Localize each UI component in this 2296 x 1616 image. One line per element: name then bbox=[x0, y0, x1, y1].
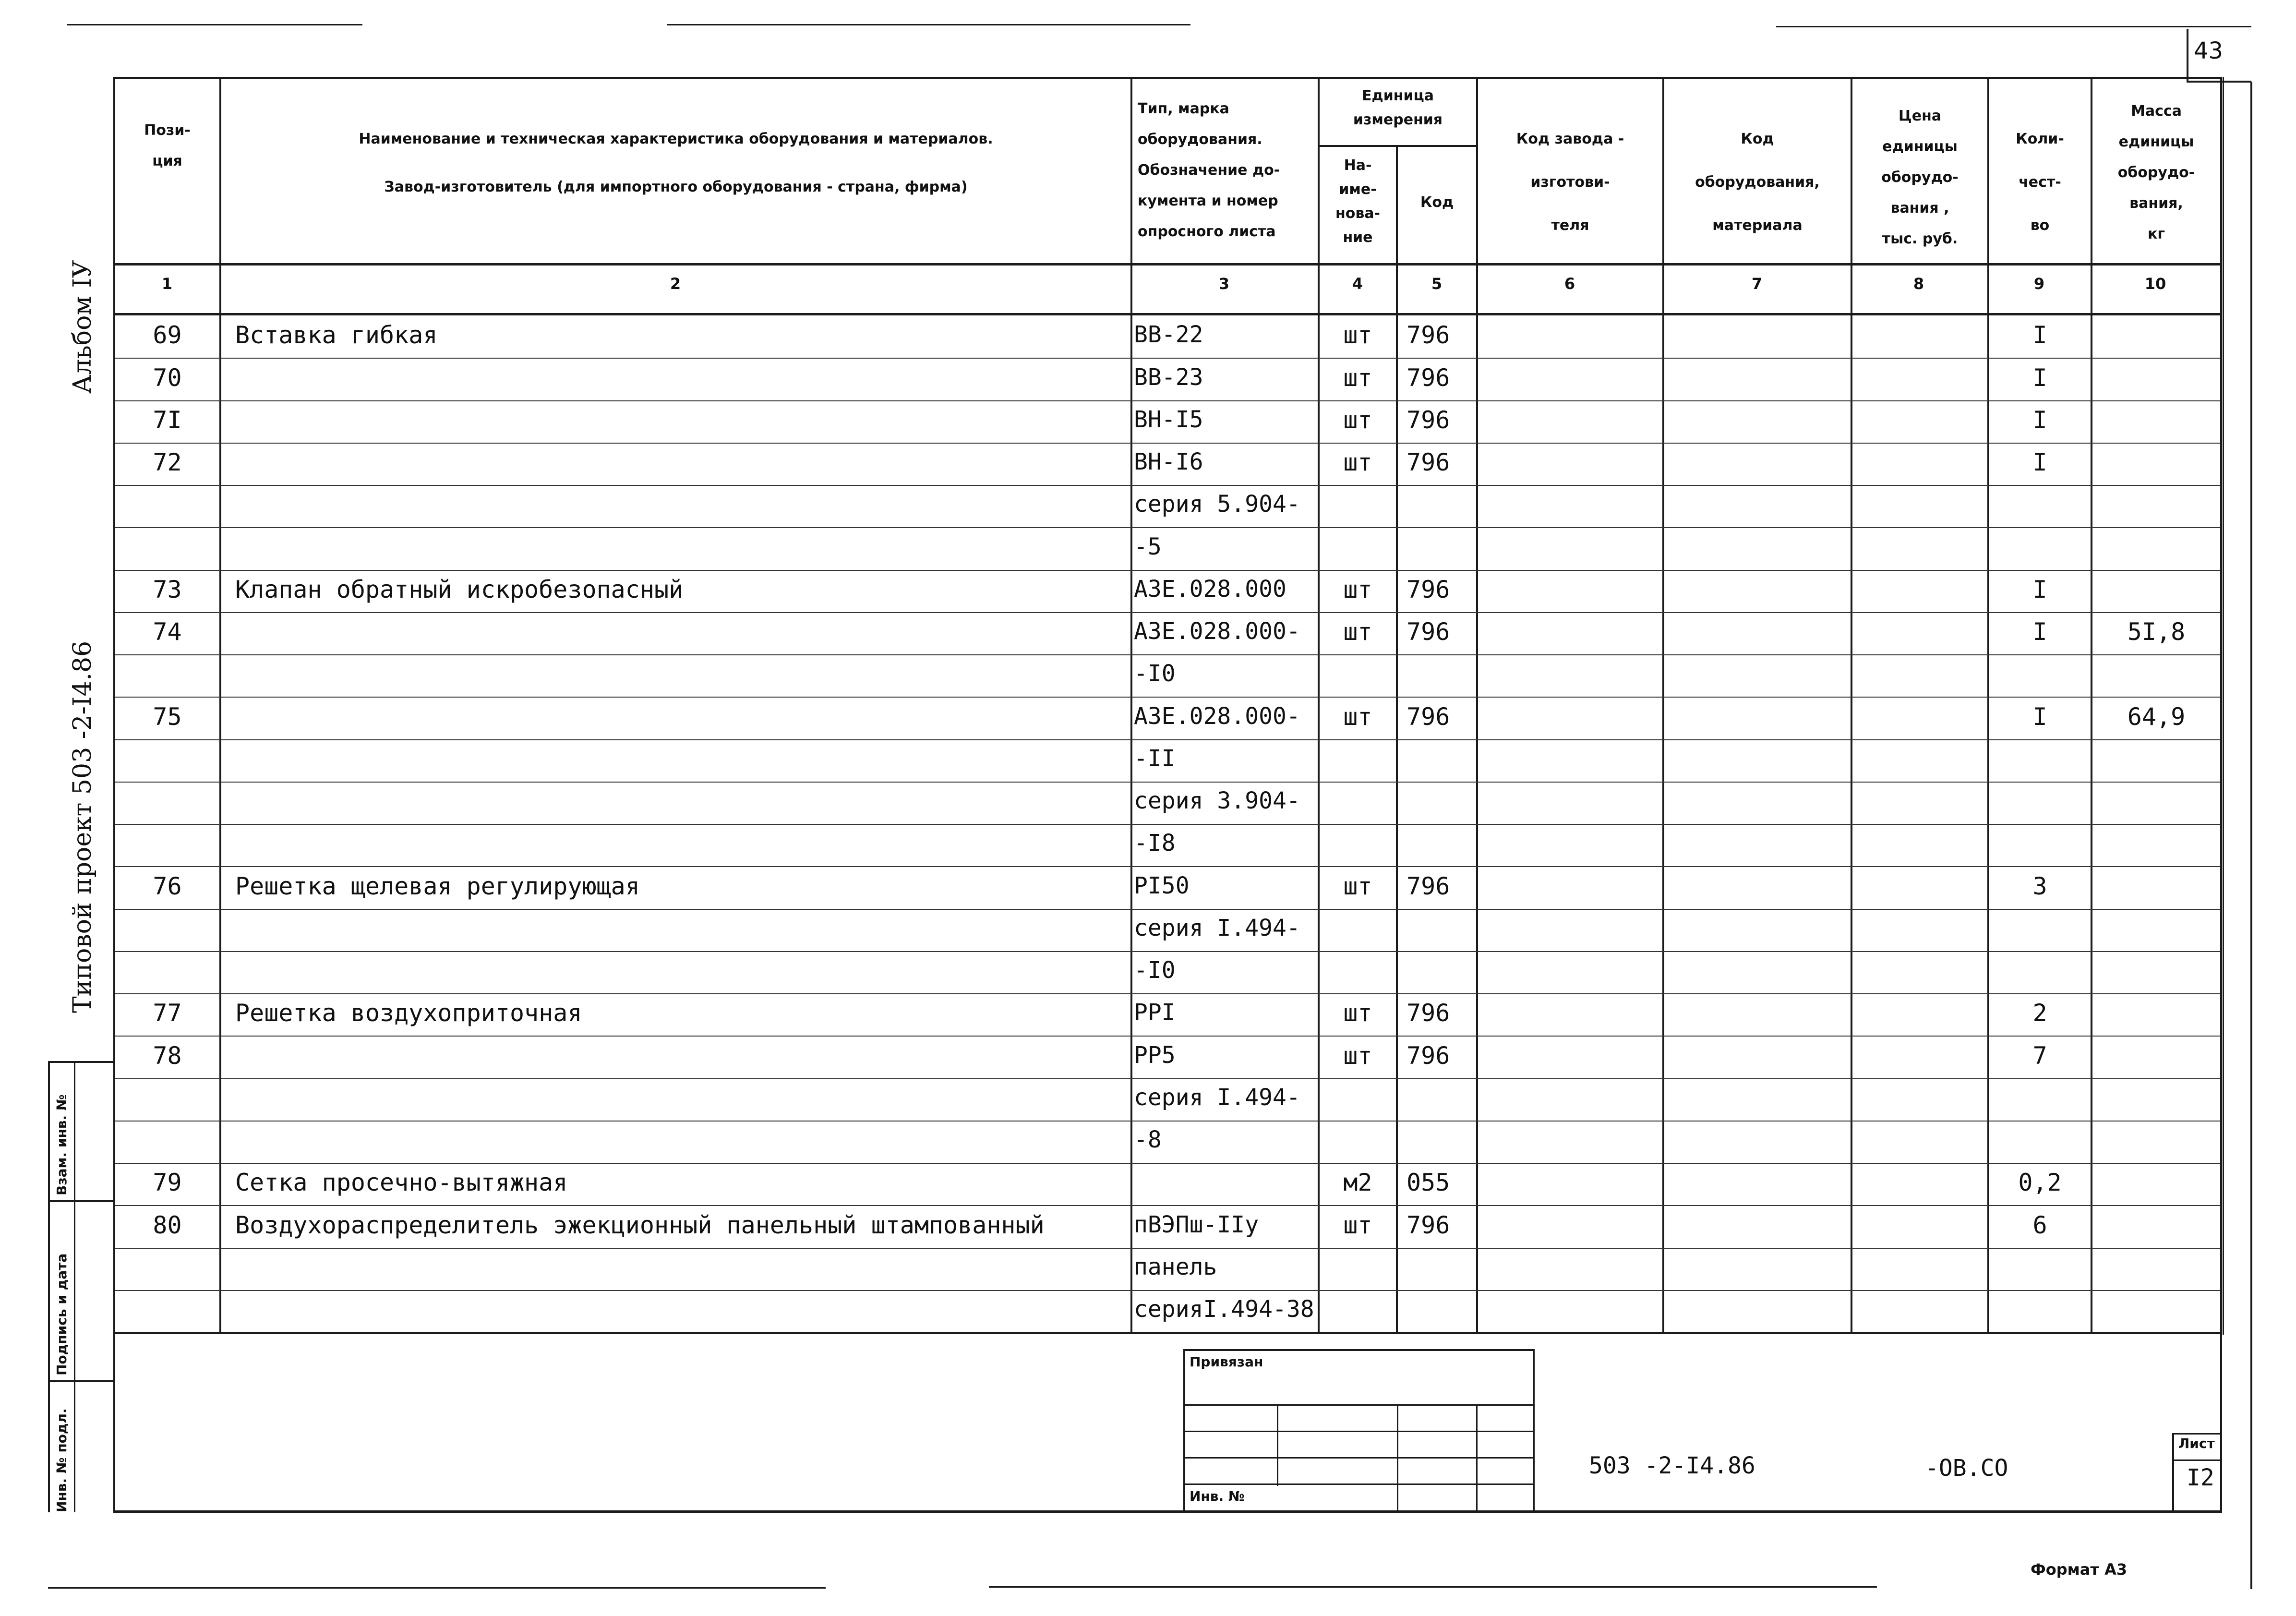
row-type-cell: серия 3.904- bbox=[1134, 787, 1300, 815]
row-qty-cell: I bbox=[2032, 618, 2047, 646]
column-number: 6 bbox=[1564, 275, 1575, 293]
row-pos-cell: 76 bbox=[153, 872, 182, 900]
row-pos-cell: 7I bbox=[153, 406, 182, 434]
row-name-cell: Воздухораспределитель эжекционный панельный штампованный bbox=[235, 1211, 1045, 1239]
row-type-cell: -8 bbox=[1134, 1126, 1162, 1154]
row-unit-cell: шт bbox=[1343, 702, 1372, 731]
row-qty-cell: I bbox=[2032, 575, 2047, 603]
table-bottom-line bbox=[113, 1332, 2222, 1334]
header-type: Тип, марка оборудования. Обозначение до- кумента и номер опросного листа bbox=[1138, 100, 1280, 240]
doc-mark: -ОВ.СО bbox=[1925, 1455, 2008, 1482]
frame-top bbox=[113, 77, 2222, 79]
row-type-cell: АЗЕ.028.000 bbox=[1134, 575, 1286, 603]
row-code-cell: 796 bbox=[1406, 702, 1450, 731]
row-code-cell: 796 bbox=[1406, 1211, 1450, 1239]
row-type-cell: АЗЕ.028.000- bbox=[1134, 702, 1300, 730]
row-type-cell: ВВ-23 bbox=[1134, 363, 1203, 391]
row-mass-cell: 64,9 bbox=[2127, 702, 2186, 731]
row-pos-cell: 69 bbox=[153, 321, 182, 350]
row-pos-cell: 74 bbox=[153, 618, 182, 646]
row-code-cell: 796 bbox=[1406, 618, 1450, 646]
row-type-cell: пВЭПш-IIу bbox=[1134, 1211, 1259, 1238]
row-unit-cell: шт bbox=[1343, 406, 1372, 434]
row-code-cell: 796 bbox=[1406, 406, 1450, 434]
row-unit-cell: шт bbox=[1343, 321, 1372, 350]
frame-left bbox=[113, 77, 115, 1512]
doc-code: 503 -2-I4.86 bbox=[1589, 1452, 1755, 1479]
row-unit-cell: шт bbox=[1343, 872, 1372, 900]
column-number: 7 bbox=[1751, 275, 1763, 293]
header-unit: Единица измерения bbox=[1353, 87, 1443, 128]
row-pos-cell: 80 bbox=[153, 1211, 182, 1239]
frame-bottom bbox=[113, 1510, 2222, 1513]
row-type-cell: серия 5.904- bbox=[1134, 491, 1300, 518]
project-label: Типовой проект 503 -2-I4.86 bbox=[68, 640, 97, 1013]
row-code-cell: 796 bbox=[1406, 448, 1450, 477]
column-number: 8 bbox=[1913, 275, 1924, 293]
row-unit-cell: шт bbox=[1343, 1041, 1372, 1070]
row-unit-cell: шт bbox=[1343, 999, 1372, 1027]
header-price: Цена единицы оборудо- вания , тыс. руб. bbox=[1881, 108, 1959, 247]
column-number: 4 bbox=[1352, 275, 1363, 293]
row-type-cell: серияI.494-38 bbox=[1134, 1296, 1314, 1323]
row-code-cell: 796 bbox=[1406, 321, 1450, 350]
row-unit-cell: шт bbox=[1343, 1211, 1372, 1239]
row-name-cell: Сетка просечно-вытяжная bbox=[235, 1169, 568, 1197]
row-type-cell: -I8 bbox=[1134, 830, 1176, 857]
sheet-label: Лист bbox=[2178, 1435, 2215, 1451]
column-number: 3 bbox=[1218, 275, 1230, 293]
row-type-cell: АЗЕ.028.000- bbox=[1134, 618, 1300, 645]
stamp-label-inv-no: Инв. № подл. bbox=[54, 1408, 70, 1512]
header-equipment-code: Код оборудования, материала bbox=[1695, 131, 1820, 234]
column-number: 9 bbox=[2033, 275, 2045, 293]
row-type-cell: -I0 bbox=[1134, 957, 1176, 984]
header-mass: Масса единицы оборудо- вания, кг bbox=[2117, 103, 2195, 242]
attached-label: Привязан bbox=[1190, 1354, 1263, 1370]
row-type-cell: ВВ-22 bbox=[1134, 321, 1203, 349]
row-type-cell: PP5 bbox=[1134, 1041, 1176, 1069]
column-number: 5 bbox=[1431, 275, 1443, 293]
row-qty-cell: 2 bbox=[2032, 999, 2047, 1027]
row-pos-cell: 72 bbox=[153, 448, 182, 477]
scan-line bbox=[989, 1586, 1877, 1588]
row-qty-cell: I bbox=[2032, 448, 2047, 477]
header-position: Пози- ция bbox=[144, 122, 191, 169]
row-type-cell: панель bbox=[1134, 1253, 1217, 1280]
row-type-cell: -I0 bbox=[1134, 660, 1176, 687]
row-pos-cell: 75 bbox=[153, 702, 182, 731]
row-type-cell: серия I.494- bbox=[1134, 1084, 1300, 1111]
sheet-number: I2 bbox=[2187, 1464, 2214, 1491]
page-number: 43 bbox=[2194, 37, 2224, 64]
row-code-cell: 796 bbox=[1406, 363, 1450, 392]
column-number: 1 bbox=[161, 275, 173, 293]
row-type-cell: -II bbox=[1134, 745, 1176, 772]
scan-line bbox=[1776, 26, 2251, 27]
header-quantity: Коли- чест- во bbox=[2016, 131, 2064, 234]
header-unit-code: Код bbox=[1420, 194, 1454, 211]
frame-right bbox=[2220, 77, 2222, 1512]
column-number: 2 bbox=[670, 275, 681, 293]
row-unit-cell: шт bbox=[1343, 618, 1372, 646]
row-name-cell: Решетка воздухоприточная bbox=[235, 999, 582, 1027]
scan-line bbox=[2250, 82, 2252, 1589]
row-code-cell: 796 bbox=[1406, 1041, 1450, 1070]
row-qty-cell: 6 bbox=[2032, 1211, 2047, 1239]
stamp-label-replace-inv: Взам. инв. № bbox=[54, 1094, 70, 1195]
scan-line bbox=[48, 1587, 826, 1589]
scan-line bbox=[667, 24, 1190, 25]
row-type-cell: серия I.494- bbox=[1134, 914, 1300, 941]
row-pos-cell: 78 bbox=[153, 1041, 182, 1070]
row-pos-cell: 73 bbox=[153, 575, 182, 603]
row-qty-cell: I bbox=[2032, 702, 2047, 731]
header-factory-code: Код завода - изготови- теля bbox=[1516, 131, 1624, 234]
row-name-cell: Клапан обратный искробезопасный bbox=[235, 575, 684, 603]
row-pos-cell: 77 bbox=[153, 999, 182, 1027]
row-unit-cell: м2 bbox=[1343, 1169, 1372, 1197]
row-qty-cell: I bbox=[2032, 406, 2047, 434]
header-name: Наименование и техническая характеристика оборудования и материалов. Завод-изготовитель (для импортного оборудования - страна, фирма) bbox=[359, 131, 993, 195]
inv-no-label: Инв. № bbox=[1190, 1488, 1245, 1504]
header-unit-name: На- име- нова- ние bbox=[1335, 157, 1381, 246]
row-pos-cell: 79 bbox=[153, 1169, 182, 1197]
row-mass-cell: 5I,8 bbox=[2127, 618, 2186, 646]
row-qty-cell: 0,2 bbox=[2018, 1169, 2062, 1197]
row-qty-cell: I bbox=[2032, 363, 2047, 392]
row-unit-cell: шт bbox=[1343, 575, 1372, 603]
row-code-cell: 796 bbox=[1406, 999, 1450, 1027]
row-qty-cell: 3 bbox=[2032, 872, 2047, 900]
row-code-cell: 796 bbox=[1406, 575, 1450, 603]
row-code-cell: 796 bbox=[1406, 872, 1450, 900]
row-type-cell: PPI bbox=[1134, 999, 1176, 1026]
stamp-label-signature: Подпись и дата bbox=[54, 1253, 70, 1375]
scan-line bbox=[67, 24, 362, 25]
row-code-cell: 055 bbox=[1406, 1169, 1450, 1197]
row-name-cell: Вставка гибкая bbox=[235, 321, 438, 350]
row-type-cell: -5 bbox=[1134, 533, 1162, 560]
row-pos-cell: 70 bbox=[153, 363, 182, 392]
row-type-cell: ВН-I6 bbox=[1134, 448, 1203, 476]
row-qty-cell: I bbox=[2032, 321, 2047, 350]
column-number: 10 bbox=[2144, 275, 2166, 293]
row-type-cell: PI50 bbox=[1134, 872, 1190, 899]
row-qty-cell: 7 bbox=[2032, 1041, 2047, 1070]
format-label: Формат А3 bbox=[2031, 1560, 2128, 1579]
row-unit-cell: шт bbox=[1343, 448, 1372, 477]
album-label: Альбом IУ bbox=[68, 260, 97, 394]
row-name-cell: Решетка щелевая регулирующая bbox=[235, 872, 640, 900]
row-unit-cell: шт bbox=[1343, 363, 1372, 392]
row-type-cell: ВН-I5 bbox=[1134, 406, 1203, 433]
